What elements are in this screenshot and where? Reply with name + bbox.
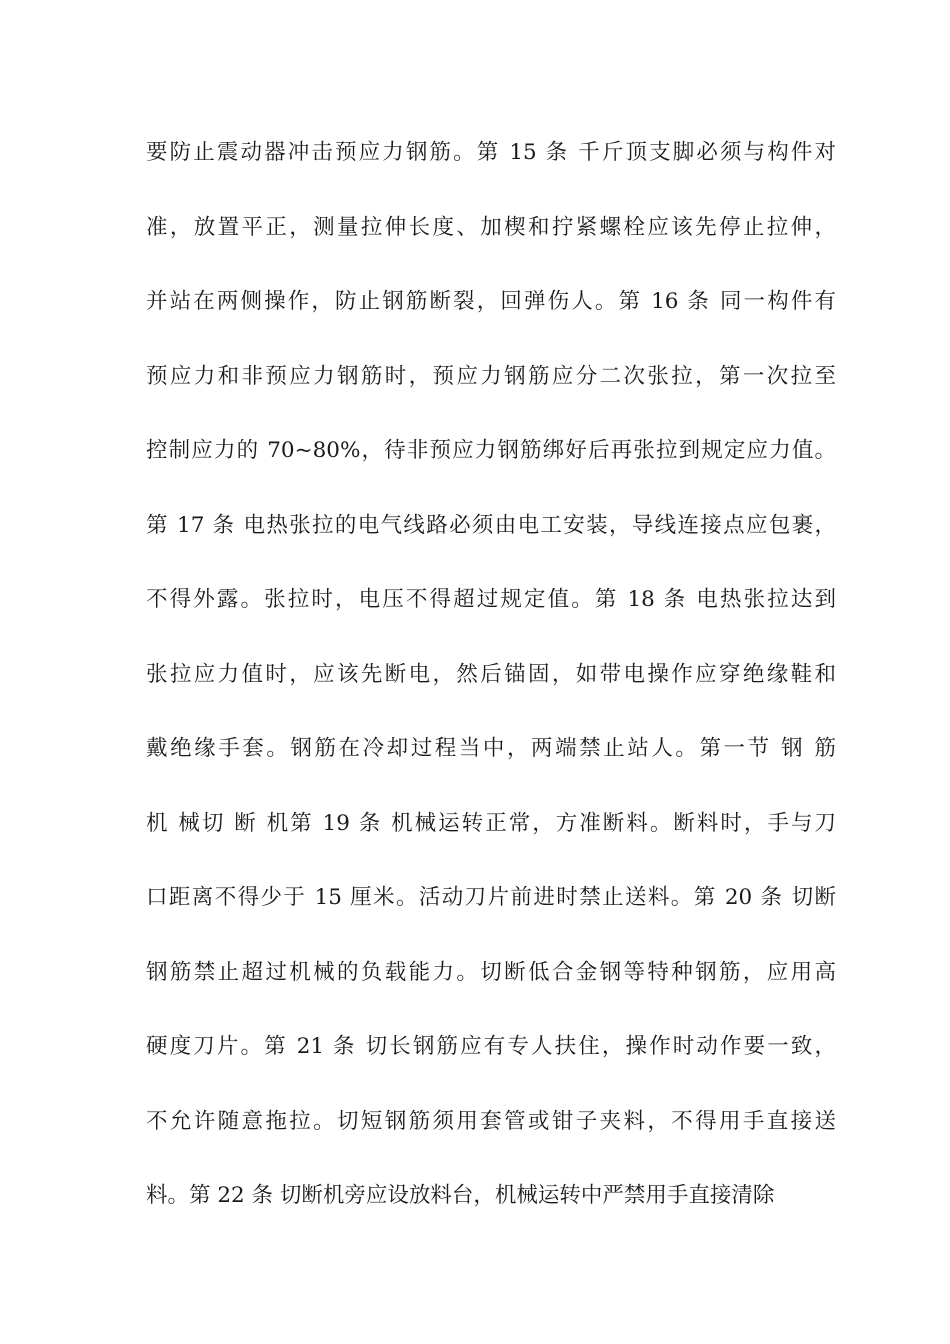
text-line-11: 口距离不得少于 15 厘米。活动刀片前进时禁止送料。第 20 条 切断 — [146, 885, 836, 910]
text-line-13: 硬度刀片。第 21 条 切长钢筋应有专人扶住，操作时动作要一致， — [146, 1034, 836, 1059]
text-line-6: 第 17 条 电热张拉的电气线路必须由电工安装，导线连接点应包裹， — [146, 512, 836, 538]
document-body — [146, 131, 836, 1249]
text-line-12: 钢筋禁止超过机械的负载能力。切断低合金钢等特种钢筋，应用高 — [146, 959, 836, 985]
text-line-10: 机 械切 断 机第 19 条 机械运转正常，方准断料。断料时，手与刀 — [146, 810, 836, 836]
text-line-5: 控制应力的 70~80%，待非预应力钢筋绑好后再张拉到规定应力值。 — [146, 438, 836, 463]
text-line-8: 张拉应力值时，应该先断电，然后锚固，如带电操作应穿绝缘鞋和 — [146, 661, 836, 687]
text-line-3: 并站在两侧操作，防止钢筋断裂，回弹伤人。第 16 条 同一构件有 — [146, 289, 836, 314]
text-line-9: 戴绝缘手套。钢筋在冷却过程当中，两端禁止站人。第一节 钢 筋 — [146, 736, 836, 761]
text-line-7: 不得外露。张拉时，电压不得超过规定值。第 18 条 电热张拉达到 — [146, 587, 836, 612]
text-line-14: 不允许随意拖拉。切短钢筋须用套管或钳子夹料，不得用手直接送 — [146, 1108, 836, 1134]
text-line-15: 料。第 22 条 切断机旁应设放料台，机械运转中严禁用手直接清除 — [146, 1183, 775, 1208]
text-line-1: 要防止震动器冲击预应力钢筋。第 15 条 千斤顶支脚必须与构件对 — [146, 140, 836, 165]
text-line-4: 预应力和非预应力钢筋时，预应力钢筋应分二次张拉，第一次拉至 — [146, 363, 836, 389]
text-line-2: 准，放置平正，测量拉伸长度、加楔和拧紧螺栓应该先停止拉伸， — [146, 214, 836, 240]
